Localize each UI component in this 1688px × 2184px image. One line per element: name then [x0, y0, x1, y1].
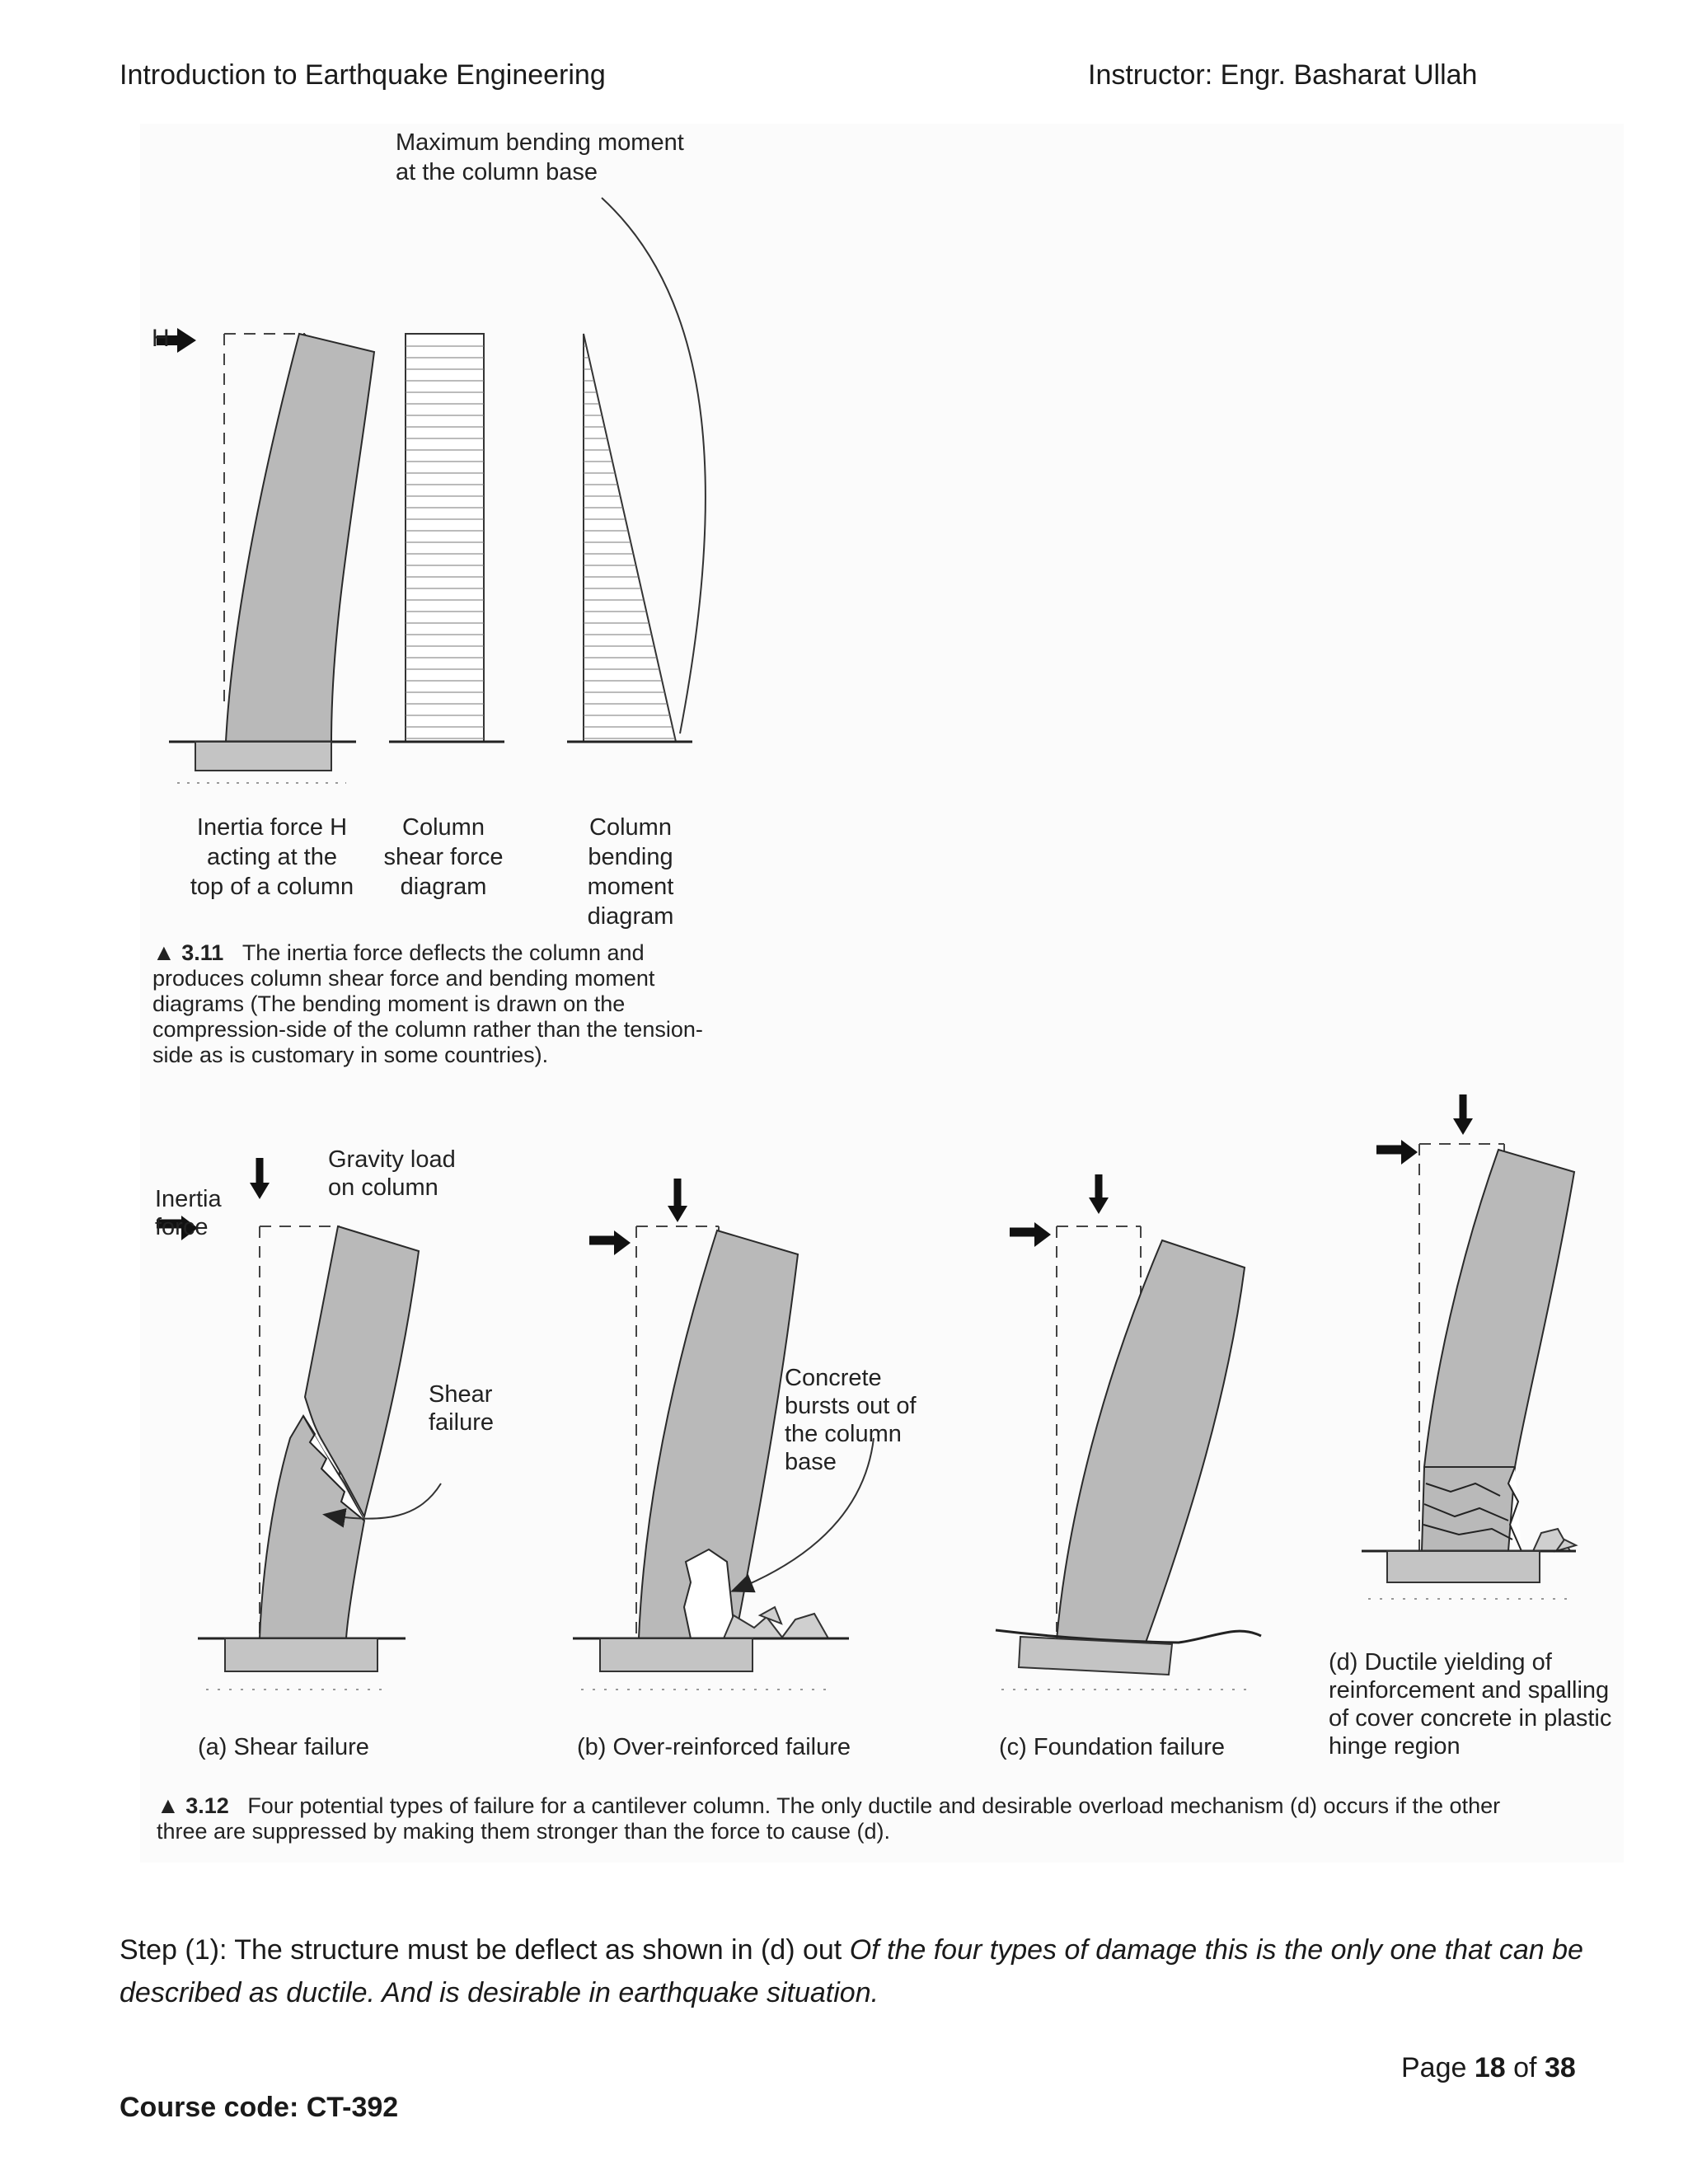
- label-c: (c) Foundation failure: [999, 1734, 1226, 1760]
- max-moment-line-1: Maximum bending moment: [396, 129, 684, 156]
- inertia-label-2: force: [155, 1214, 209, 1240]
- course-code: Course code: CT-392: [120, 2092, 399, 2123]
- inertia-label-1: Inertia: [155, 1186, 222, 1212]
- concrete-label-2: bursts out of: [785, 1393, 917, 1419]
- shear-label-2: failure: [429, 1409, 494, 1436]
- header-instructor: Instructor: Engr. Basharat Ullah: [1088, 59, 1478, 91]
- label-inertia-1: Inertia force H: [196, 814, 348, 841]
- page-current: 18: [1474, 2052, 1506, 2083]
- step-plain-text: Step (1): The structure must be deflect as shown in (d) out: [120, 1934, 850, 1966]
- caption-3-12-line-1: [157, 1793, 1607, 1819]
- triangle-icon: ▲: [157, 1793, 180, 1818]
- caption-3-11-text-1: The inertia force deflects the column and: [241, 940, 645, 965]
- label-d-2: reinforcement and spalling: [1329, 1677, 1610, 1704]
- step-paragraph: [120, 1929, 1587, 2014]
- gravity-label-2: on column: [328, 1174, 438, 1201]
- concrete-bursts-label: [785, 1364, 917, 1476]
- step-italic-text: Of the four types of damage this is the only one that can be described as ductile. And is desirable in earthquake situation.: [120, 1934, 1583, 2008]
- header-course-title: Introduction to Earthquake Engineering: [120, 59, 606, 91]
- label-d-4: hinge region: [1329, 1733, 1461, 1760]
- caption-3-11-line-1: [152, 940, 795, 966]
- label-moment-3: moment: [587, 874, 674, 900]
- label-d-3: of cover concrete in plastic: [1329, 1705, 1612, 1732]
- label-d-1: (d) Ductile yielding of: [1329, 1649, 1552, 1675]
- label-shear-diagram: [369, 813, 518, 902]
- label-moment-diagram: [569, 813, 692, 931]
- shear-force-diagram: [406, 334, 484, 742]
- label-inertia-force: [169, 813, 375, 902]
- max-moment-annotation: [396, 128, 684, 187]
- label-inertia-3: top of a column: [190, 874, 354, 900]
- caption-3-11-text-5: side as is customary in some countries).: [152, 1043, 549, 1067]
- page-prefix: Page: [1401, 2052, 1475, 2083]
- column-d-ductile: [1362, 1094, 1576, 1599]
- shear-failure-label: [429, 1380, 494, 1436]
- label-shear-3: diagram: [400, 874, 487, 900]
- label-b: (b) Over-reinforced failure: [577, 1734, 851, 1760]
- caption-3-12: [157, 1793, 1607, 1844]
- max-moment-line-2: at the column base: [396, 159, 598, 185]
- gravity-load-label: [328, 1146, 456, 1202]
- page-total: 38: [1544, 2052, 1576, 2083]
- caption-3-11-text-2: produces column shear force and bending moment: [152, 966, 655, 991]
- label-shear-2: shear force: [383, 844, 504, 870]
- page-of: of: [1505, 2052, 1545, 2083]
- concrete-label-3: the column: [785, 1421, 902, 1447]
- label-a: (a) Shear failure: [198, 1734, 369, 1760]
- caption-3-12-text-1: Four potential types of failure for a cantilever column. The only ductile and desirable overload mechanism (d) occurs if the other: [247, 1793, 1501, 1818]
- figure-area: [140, 124, 1624, 1863]
- triangle-icon: ▲: [152, 940, 176, 965]
- label-moment-4: diagram: [587, 903, 674, 930]
- h-label: H: [152, 325, 170, 352]
- concrete-label-4: base: [785, 1449, 837, 1475]
- caption-3-11: [152, 940, 795, 1068]
- moment-diagram: [584, 334, 676, 742]
- label-moment-2: bending: [588, 844, 673, 870]
- label-shear-1: Column: [402, 814, 485, 841]
- concrete-label-1: Concrete: [785, 1365, 882, 1391]
- deflected-column: [226, 334, 374, 742]
- gravity-label-1: Gravity load: [328, 1146, 456, 1173]
- column-c-foundation: [996, 1174, 1261, 1690]
- caption-3-12-number: 3.12: [185, 1793, 229, 1818]
- label-inertia-2: acting at the: [207, 844, 337, 870]
- page-number: [1401, 2052, 1576, 2084]
- caption-3-11-text-3: diagrams (The bending moment is drawn on the: [152, 991, 626, 1016]
- inertia-force-label: [155, 1185, 222, 1241]
- footing-311: [195, 742, 331, 771]
- label-d: [1329, 1648, 1611, 1760]
- shear-label-1: Shear: [429, 1381, 493, 1408]
- label-moment-1: Column: [589, 814, 672, 841]
- caption-3-11-number: 3.11: [181, 940, 224, 965]
- caption-3-12-text-2: three are suppressed by making them stronger than the force to cause (d).: [157, 1819, 890, 1844]
- caption-3-11-text-4: compression-side of the column rather than the tension-: [152, 1017, 703, 1042]
